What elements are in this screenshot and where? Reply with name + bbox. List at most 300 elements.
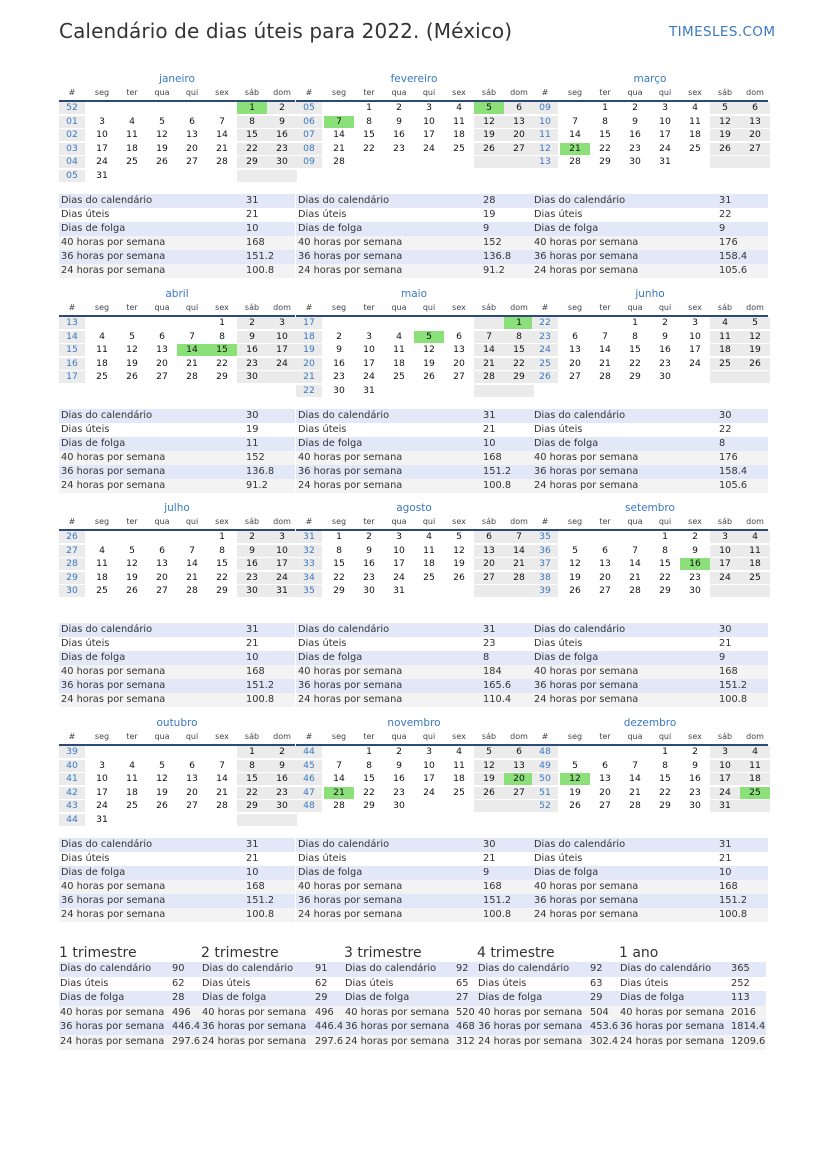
summary-label: 24 horas por semana — [345, 1036, 450, 1047]
day-cell: 15 — [363, 773, 375, 784]
stat-row — [532, 637, 768, 651]
day-cell: 27 — [186, 800, 198, 811]
holiday-day-cell: 21 — [560, 143, 590, 155]
day-cell: 27 — [474, 572, 504, 584]
day-cell: 30 — [267, 156, 297, 168]
day-cell: 5 — [710, 102, 740, 114]
week-number: 49 — [532, 760, 558, 772]
weekday-header — [296, 301, 532, 317]
day-cell: 17 — [363, 357, 375, 369]
day-cell: 16 — [237, 344, 267, 356]
day-cell: 15 — [333, 558, 345, 569]
stat-row — [296, 866, 532, 880]
day-cell: 8 — [219, 544, 225, 556]
day-cell: 4 — [456, 102, 462, 113]
day-cell: 27 — [156, 371, 168, 382]
stat-value: 100.8 — [483, 480, 512, 491]
summary-value: 1814.4 — [731, 1021, 766, 1033]
weekday-label: qua — [627, 88, 643, 97]
weekday-label: sáb — [481, 517, 497, 526]
day-cell: 22 — [237, 143, 267, 155]
weekday-label: qua — [391, 303, 407, 312]
day-cell: 2 — [692, 746, 698, 757]
week-number: 17 — [59, 371, 85, 383]
summary-value: 468 — [456, 1021, 475, 1033]
day-cell: 20 — [186, 142, 198, 154]
day-cell: 9 — [237, 545, 267, 557]
empty-day-cell — [177, 170, 207, 182]
stat-row — [532, 693, 768, 707]
stat-label: 24 horas por semana — [298, 265, 403, 276]
week-number-header: # — [305, 517, 313, 526]
day-cell: 10 — [710, 545, 740, 557]
empty-day-cell — [504, 156, 534, 168]
stat-value: 8 — [483, 652, 490, 663]
empty-day-cell — [117, 102, 147, 114]
summary-row — [201, 1035, 344, 1050]
day-cell: 20 — [156, 571, 168, 583]
day-cell: 25 — [126, 800, 138, 811]
week-row — [59, 156, 295, 168]
day-cell: 24 — [423, 142, 435, 154]
empty-day-cell — [117, 170, 147, 182]
stat-row — [296, 623, 532, 637]
weekday-label: sáb — [244, 732, 260, 741]
stat-row — [59, 637, 295, 651]
summary-label: 40 horas por semana — [202, 1006, 307, 1018]
summary-value: 65 — [456, 977, 469, 989]
summary-row — [59, 1006, 201, 1021]
weekday-label: sáb — [717, 88, 733, 97]
empty-day-cell — [237, 170, 267, 182]
stat-row — [296, 838, 532, 852]
week-row — [296, 760, 532, 772]
week-number-header: # — [305, 88, 313, 97]
stat-value: 91.2 — [483, 265, 505, 276]
stat-label: 40 horas por semana — [298, 881, 403, 892]
month-name: julho — [164, 502, 190, 514]
empty-day-cell — [444, 317, 474, 329]
stat-value: 168 — [483, 881, 502, 892]
day-cell: 12 — [453, 544, 465, 556]
stat-label: Dias de folga — [61, 223, 126, 234]
day-cell: 15 — [504, 344, 534, 356]
week-row — [59, 371, 295, 383]
week-row — [296, 102, 532, 114]
empty-day-cell — [680, 156, 710, 168]
day-cell: 4 — [129, 759, 135, 771]
day-cell: 26 — [423, 371, 435, 382]
week-number: 35 — [296, 585, 322, 597]
weekday-label: sex — [688, 732, 702, 741]
summary-row — [201, 962, 344, 977]
weekday-label: sáb — [481, 88, 497, 97]
day-cell: 12 — [126, 344, 138, 355]
stat-label: Dias úteis — [534, 638, 583, 649]
day-cell: 13 — [740, 116, 770, 128]
weekday-label: seg — [567, 517, 583, 526]
weekday-label: qua — [154, 517, 170, 526]
day-cell: 31 — [96, 169, 108, 181]
day-cell: 4 — [456, 746, 462, 757]
day-cell: 28 — [504, 572, 534, 584]
stat-label: 24 horas por semana — [534, 694, 639, 705]
day-cell: 25 — [96, 585, 108, 596]
day-cell: 14 — [333, 129, 345, 140]
stat-row — [532, 409, 768, 423]
stat-row — [532, 866, 768, 880]
day-cell: 4 — [692, 102, 698, 113]
stat-value: 10 — [719, 867, 732, 878]
summary-row — [59, 1020, 201, 1035]
week-number: 51 — [532, 787, 558, 799]
stat-value: 91.2 — [246, 480, 268, 491]
week-number: 35 — [532, 531, 558, 543]
day-cell: 20 — [569, 357, 581, 369]
stat-label: 24 horas por semana — [534, 480, 639, 491]
day-cell: 31 — [267, 585, 297, 597]
day-cell: 16 — [393, 773, 405, 784]
summary-label: 36 horas por semana — [478, 1021, 583, 1033]
weekday-label: ter — [599, 303, 611, 312]
weekday-label: dom — [510, 88, 528, 97]
stat-value: 105.6 — [719, 480, 748, 491]
stat-value: 21 — [246, 853, 259, 864]
empty-day-cell — [177, 102, 207, 114]
day-cell: 26 — [740, 358, 770, 370]
day-cell: 24 — [267, 572, 297, 584]
weekday-label: sáb — [244, 303, 260, 312]
stat-label: 36 horas por semana — [534, 466, 639, 477]
brand-link[interactable]: TIMESLES.COM — [669, 24, 776, 40]
week-number: 26 — [532, 371, 558, 383]
summary-label: Dias úteis — [60, 977, 109, 989]
stat-label: Dias do calendário — [534, 195, 626, 206]
summary-row — [344, 1020, 477, 1035]
summary-row — [619, 1035, 766, 1050]
day-cell: 28 — [569, 156, 581, 167]
stat-value: 31 — [246, 839, 259, 850]
stat-row — [532, 451, 768, 465]
day-cell: 17 — [267, 558, 297, 570]
summary-value: 520 — [456, 1006, 475, 1018]
summary-row — [477, 991, 619, 1006]
holiday-day-cell: 21 — [324, 787, 354, 799]
summary-label: 36 horas por semana — [620, 1021, 725, 1033]
day-cell: 6 — [602, 544, 608, 556]
summary-label: Dias de folga — [60, 992, 125, 1004]
day-cell: 18 — [740, 558, 770, 570]
summary-label: Dias do calendário — [620, 963, 712, 974]
day-cell: 27 — [740, 143, 770, 155]
day-cell: 25 — [710, 358, 740, 370]
day-cell: 10 — [393, 544, 405, 556]
week-number: 29 — [59, 572, 85, 584]
day-cell: 11 — [126, 773, 138, 784]
summary-row — [201, 1006, 344, 1021]
day-cell: 26 — [569, 585, 581, 596]
day-cell: 3 — [662, 102, 668, 113]
day-cell: 18 — [126, 142, 138, 154]
summary-title: 1 ano — [619, 945, 659, 961]
week-row — [59, 585, 295, 597]
day-cell: 23 — [333, 371, 345, 382]
day-cell: 30 — [237, 371, 267, 383]
day-cell: 24 — [96, 800, 108, 811]
summary-label: Dias úteis — [202, 977, 251, 989]
week-row — [296, 787, 532, 799]
week-row — [59, 102, 295, 114]
day-cell: 31 — [393, 585, 405, 596]
stat-value: 176 — [719, 237, 738, 248]
day-cell: 24 — [710, 572, 740, 584]
stat-label: 24 horas por semana — [298, 480, 403, 491]
stat-row — [296, 208, 532, 222]
day-cell: 2 — [692, 531, 698, 542]
holiday-day-cell: 12 — [560, 773, 590, 785]
day-cell: 5 — [129, 544, 135, 556]
stat-row — [59, 665, 295, 679]
day-cell: 11 — [740, 760, 770, 772]
week-row — [532, 545, 768, 557]
stat-label: 40 horas por semana — [298, 666, 403, 677]
day-cell: 7 — [219, 115, 225, 127]
day-cell: 15 — [659, 558, 671, 569]
day-cell: 23 — [393, 142, 405, 154]
empty-day-cell — [177, 814, 207, 826]
stat-value: 23 — [483, 638, 496, 649]
week-number-header: # — [541, 732, 549, 741]
day-cell: 10 — [96, 129, 108, 140]
week-number: 04 — [59, 156, 85, 168]
empty-day-cell — [237, 814, 267, 826]
stat-row — [59, 423, 295, 437]
empty-day-cell — [117, 531, 147, 543]
day-cell: 31 — [659, 156, 671, 167]
day-cell: 11 — [96, 344, 108, 355]
day-cell: 3 — [99, 759, 105, 771]
day-cell: 8 — [366, 115, 372, 127]
stat-value: 168 — [483, 452, 502, 463]
stat-row — [532, 423, 768, 437]
day-cell: 16 — [267, 773, 297, 785]
day-cell: 29 — [659, 800, 671, 811]
day-cell: 26 — [569, 800, 581, 811]
day-cell: 14 — [333, 773, 345, 784]
week-number-header: # — [541, 517, 549, 526]
week-number: 30 — [59, 585, 85, 597]
summary-row — [344, 1006, 477, 1021]
day-cell: 11 — [393, 344, 405, 355]
day-cell: 12 — [740, 331, 770, 343]
empty-day-cell — [710, 156, 740, 168]
weekday-label: qua — [154, 732, 170, 741]
month-name: abril — [165, 288, 189, 300]
stat-label: Dias do calendário — [61, 624, 153, 635]
stat-label: 40 horas por semana — [61, 881, 166, 892]
stat-label: 24 horas por semana — [61, 694, 166, 705]
stat-label: Dias úteis — [534, 853, 583, 864]
empty-day-cell — [560, 531, 590, 543]
day-cell: 13 — [453, 344, 465, 355]
stat-value: 31 — [483, 410, 496, 421]
empty-day-cell — [147, 317, 177, 329]
day-cell: 9 — [632, 115, 638, 127]
day-cell: 27 — [453, 371, 465, 382]
stat-label: 40 horas por semana — [298, 237, 403, 248]
stat-row — [59, 194, 295, 208]
stat-label: Dias úteis — [298, 424, 347, 435]
empty-day-cell — [444, 156, 474, 168]
day-cell: 1 — [219, 531, 225, 542]
summary-row — [59, 962, 201, 977]
stat-label: Dias de folga — [534, 652, 599, 663]
stat-row — [532, 852, 768, 866]
stat-label: Dias do calendário — [61, 195, 153, 206]
week-number: 52 — [59, 102, 85, 114]
summary-row — [59, 991, 201, 1006]
day-cell: 26 — [156, 156, 168, 167]
day-cell: 18 — [393, 357, 405, 369]
summary-row — [59, 977, 201, 992]
week-row — [296, 143, 532, 155]
day-cell: 19 — [453, 558, 465, 569]
holiday-day-cell: 7 — [324, 116, 354, 128]
week-number: 11 — [532, 129, 558, 141]
week-row — [296, 317, 532, 329]
stat-row — [532, 222, 768, 236]
day-cell: 19 — [126, 357, 138, 369]
stat-label: 24 horas por semana — [61, 265, 166, 276]
day-cell: 26 — [474, 787, 504, 799]
stat-value: 9 — [719, 223, 726, 234]
day-cell: 29 — [659, 585, 671, 596]
stat-row — [532, 665, 768, 679]
day-cell: 19 — [423, 357, 435, 369]
stat-row — [296, 693, 532, 707]
day-cell: 23 — [393, 786, 405, 798]
week-row — [296, 385, 532, 397]
stat-row — [296, 236, 532, 250]
stat-row — [59, 465, 295, 479]
day-cell: 7 — [189, 544, 195, 556]
summary-label: 24 horas por semana — [478, 1036, 583, 1047]
day-cell: 17 — [267, 344, 297, 356]
stat-row — [296, 465, 532, 479]
day-cell: 24 — [393, 571, 405, 583]
empty-day-cell — [710, 371, 740, 383]
stat-value: 10 — [246, 223, 259, 234]
day-cell: 30 — [393, 800, 405, 811]
day-cell: 4 — [740, 746, 770, 758]
day-cell: 17 — [710, 773, 740, 785]
day-cell: 22 — [504, 358, 534, 370]
empty-day-cell — [117, 814, 147, 826]
empty-day-cell — [384, 385, 414, 397]
week-row — [59, 800, 295, 812]
stat-value: 136.8 — [483, 251, 512, 262]
week-number: 48 — [296, 800, 322, 812]
summary-label: Dias do calendário — [345, 963, 437, 974]
weekday-header — [296, 86, 532, 102]
stat-label: Dias de folga — [298, 438, 363, 449]
day-cell: 15 — [629, 344, 641, 355]
day-cell: 18 — [423, 558, 435, 569]
stat-label: 36 horas por semana — [61, 251, 166, 262]
stat-value: 168 — [246, 666, 265, 677]
day-cell: 24 — [267, 358, 297, 370]
stat-row — [532, 651, 768, 665]
stat-row — [59, 880, 295, 894]
summary-label: 40 horas por semana — [478, 1006, 583, 1018]
day-cell: 20 — [474, 558, 504, 570]
day-cell: 14 — [629, 558, 641, 569]
stat-value: 9 — [719, 652, 726, 663]
day-cell: 12 — [569, 558, 581, 569]
stat-label: 36 horas por semana — [298, 251, 403, 262]
stat-label: 36 horas por semana — [298, 895, 403, 906]
summary-value: 91 — [315, 963, 328, 974]
stat-row — [532, 623, 768, 637]
week-number: 25 — [532, 358, 558, 370]
summary-title: 3 trimestre — [344, 945, 422, 961]
summary-row — [344, 991, 477, 1006]
stat-row — [296, 451, 532, 465]
empty-day-cell — [324, 317, 354, 329]
week-row — [532, 331, 768, 343]
day-cell: 23 — [659, 357, 671, 369]
empty-day-cell — [414, 156, 444, 168]
day-cell: 10 — [710, 760, 740, 772]
stat-row — [59, 222, 295, 236]
day-cell: 7 — [336, 759, 342, 771]
day-cell: 14 — [599, 344, 611, 355]
weekday-label: qui — [422, 732, 436, 741]
empty-day-cell — [414, 585, 444, 597]
day-cell: 2 — [336, 330, 342, 342]
empty-day-cell — [474, 585, 504, 597]
empty-day-cell — [560, 102, 590, 114]
day-cell: 19 — [569, 571, 581, 583]
empty-day-cell — [474, 385, 504, 397]
empty-day-cell — [324, 102, 354, 114]
holiday-day-cell: 16 — [680, 558, 710, 570]
stat-row — [532, 479, 768, 493]
stat-label: Dias de folga — [298, 223, 363, 234]
day-cell: 7 — [189, 330, 195, 342]
stat-value: 21 — [483, 853, 496, 864]
stat-row — [59, 236, 295, 250]
week-row — [59, 773, 295, 785]
day-cell: 18 — [689, 129, 701, 140]
day-cell: 30 — [333, 384, 345, 396]
stat-value: 165.6 — [483, 680, 512, 691]
stat-row — [59, 208, 295, 222]
week-number: 50 — [532, 773, 558, 785]
day-cell: 29 — [216, 585, 228, 596]
day-cell: 2 — [632, 102, 638, 113]
summary-row — [619, 1006, 766, 1021]
empty-day-cell — [207, 102, 237, 114]
day-cell: 17 — [689, 344, 701, 355]
day-cell: 18 — [453, 129, 465, 140]
day-cell: 21 — [474, 358, 504, 370]
weekday-label: qua — [391, 88, 407, 97]
day-cell: 4 — [740, 531, 770, 543]
stat-value: 100.8 — [246, 694, 275, 705]
day-cell: 29 — [216, 371, 228, 382]
day-cell: 6 — [456, 330, 462, 342]
